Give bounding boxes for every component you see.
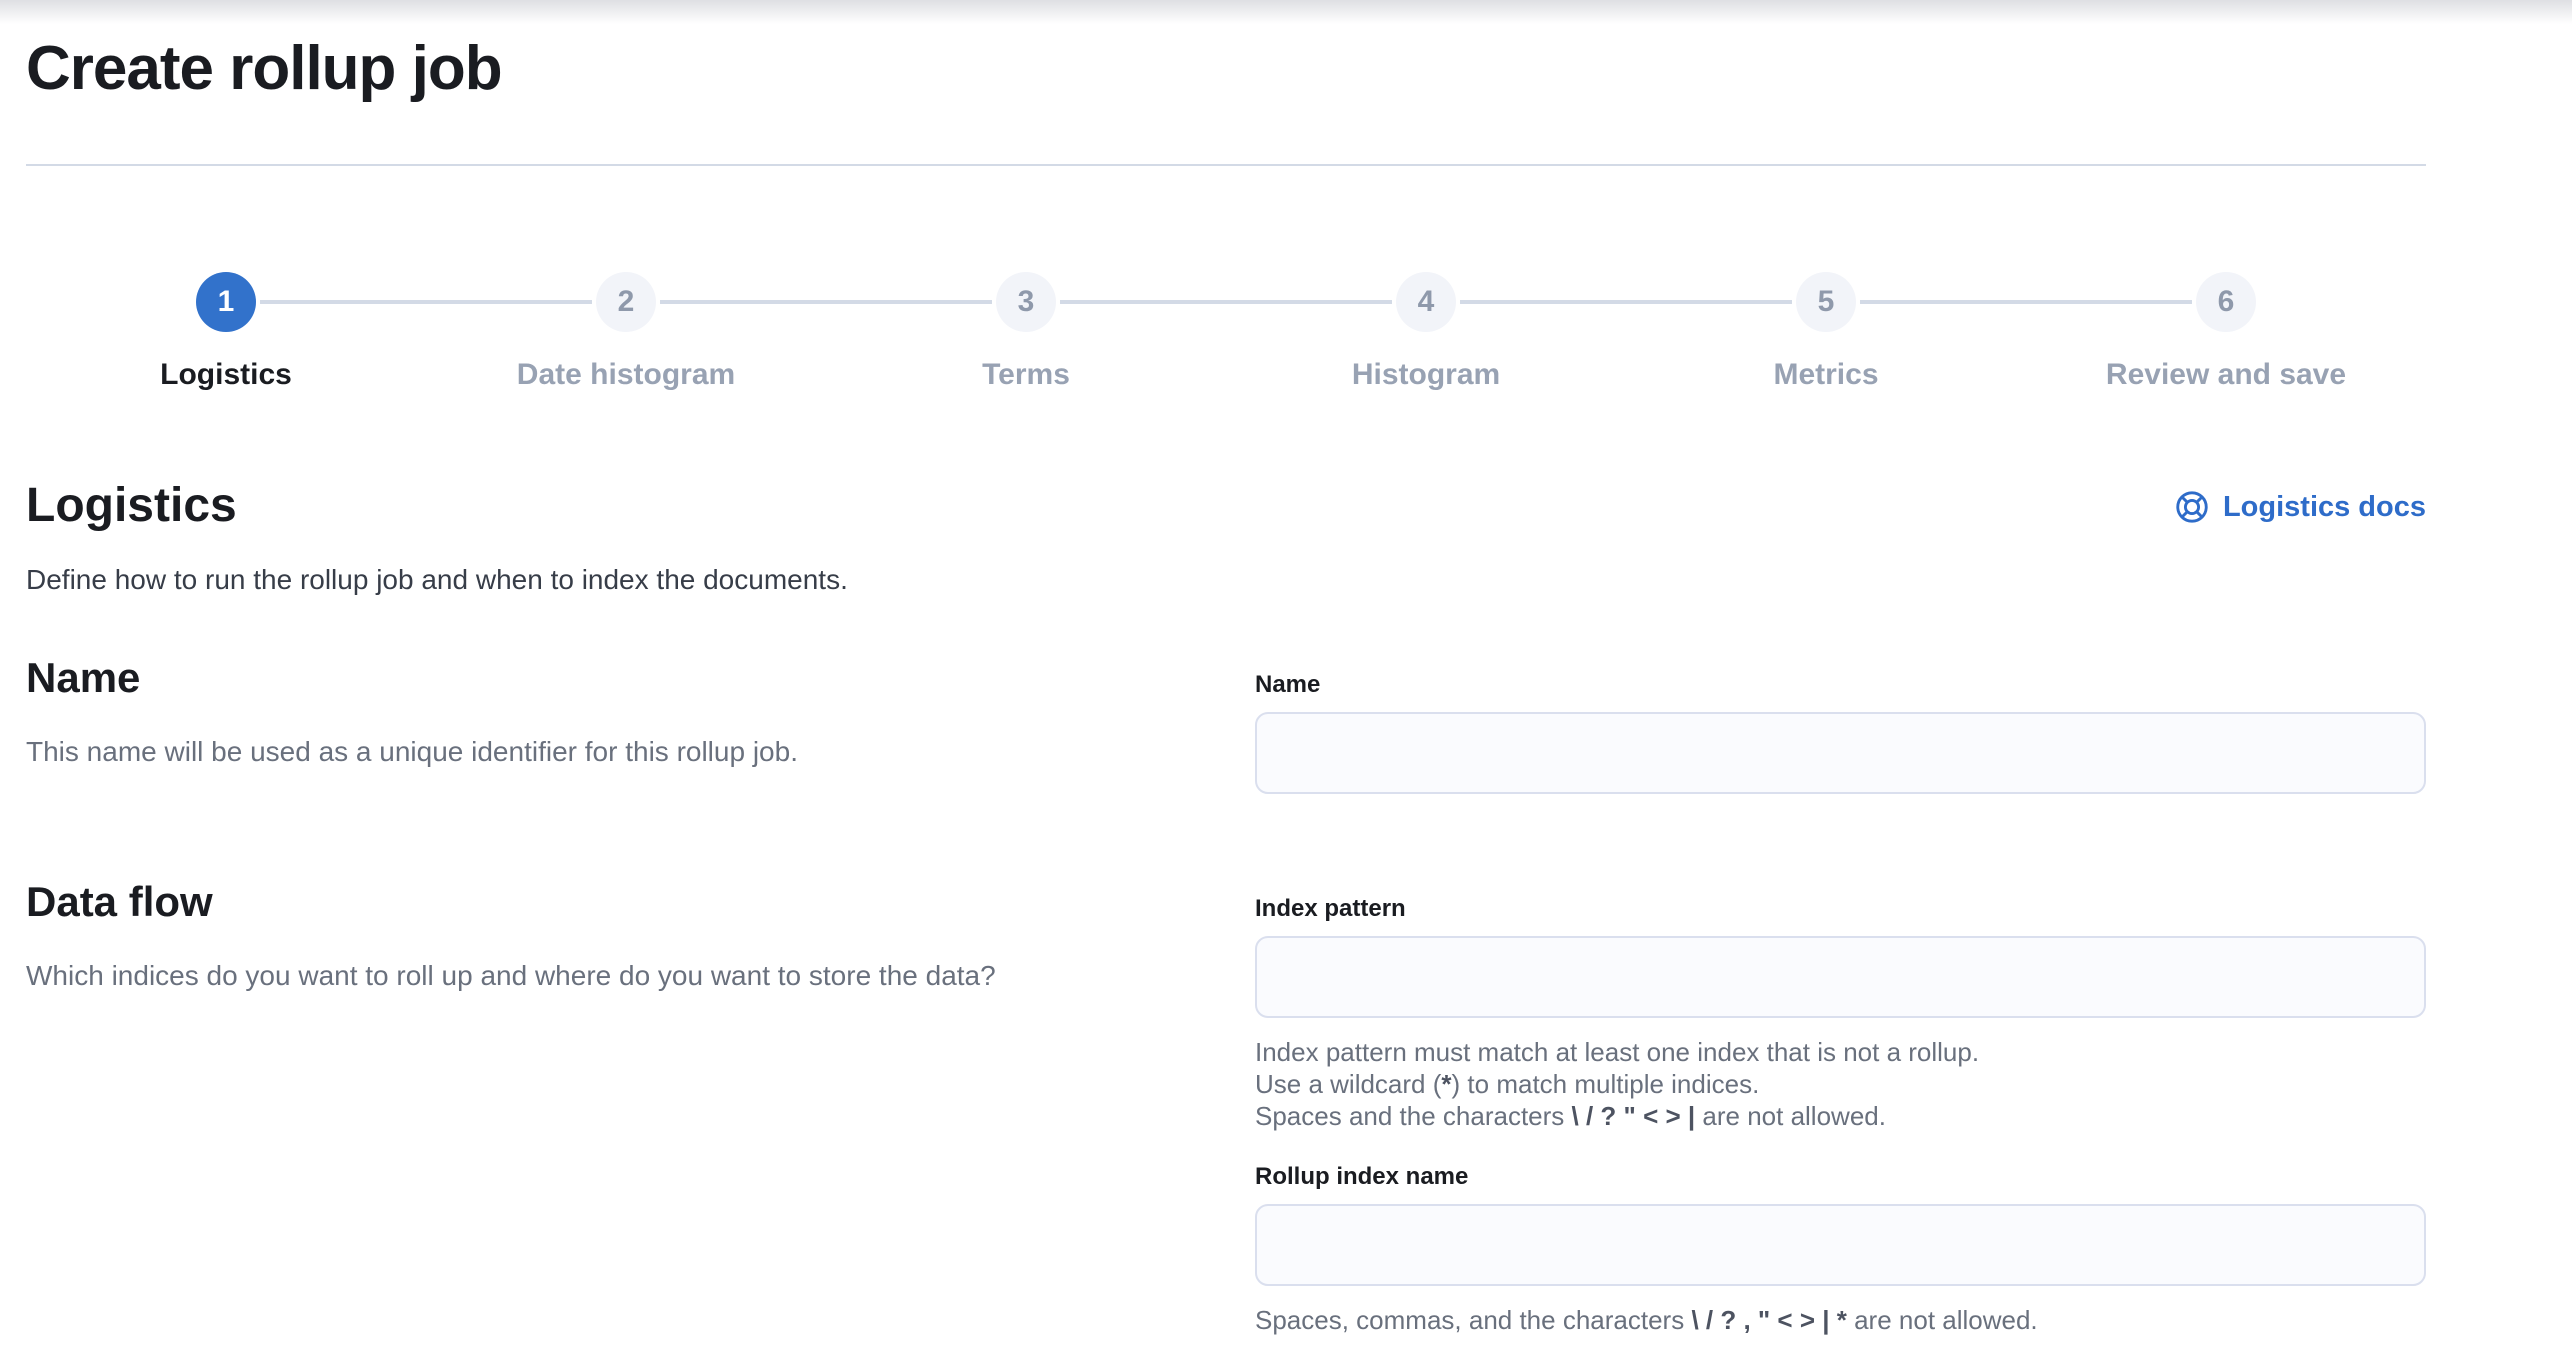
help-lifering-icon [2175, 490, 2209, 524]
help-text: Use a wildcard (*) to match multiple indices. [1255, 1069, 1760, 1099]
docs-link-label: Logistics docs [2222, 490, 2426, 523]
step-date-histogram[interactable] [426, 272, 826, 392]
step-connector-row [2026, 272, 2426, 332]
step-label: Logistics [160, 358, 292, 391]
step-terms[interactable] [826, 272, 1226, 392]
logistics-section-heading-block [26, 478, 848, 600]
step-connector-row [826, 272, 1226, 332]
index-pattern-help [1255, 1036, 2426, 1132]
logistics-section-header [26, 478, 2426, 600]
rollup-index-name-input[interactable] [1255, 1204, 2426, 1286]
section-title: Logistics [26, 479, 237, 532]
header-divider [26, 164, 2426, 166]
section-description: Define how to run the rollup job and when to index the documents. [26, 564, 848, 595]
rollup-index-name-help [1255, 1304, 2426, 1336]
data-flow-group-description-column [26, 876, 1255, 1336]
step-number-badge: 2 [596, 272, 656, 332]
step-number-badge: 4 [1396, 272, 1456, 332]
rollup-index-name-field [1255, 1162, 2426, 1336]
name-field-label: Name [1255, 671, 1321, 698]
help-text: Index pattern must match at least one index that is not a rollup. [1255, 1037, 1980, 1067]
help-text: Spaces, commas, and the characters \ / ? , " < > | * are not allowed. [1255, 1305, 2038, 1335]
name-form-group [26, 652, 2426, 794]
logistics-docs-link[interactable] [2175, 490, 2426, 524]
name-field [1255, 670, 2426, 794]
name-group-description-column [26, 652, 1255, 794]
step-number-badge: 3 [996, 272, 1056, 332]
group-description-data-flow: Which indices do you want to roll up and where do you want to store the data? [26, 960, 996, 991]
step-logistics[interactable] [26, 272, 426, 392]
step-metrics[interactable] [1626, 272, 2026, 392]
step-label: Review and save [2105, 358, 2347, 391]
step-connector-row [26, 272, 426, 332]
rollup-index-name-field-label: Rollup index name [1255, 1163, 1469, 1190]
step-number-badge: 5 [1796, 272, 1856, 332]
step-number-badge: 6 [2196, 272, 2256, 332]
step-number-badge: 1 [196, 272, 256, 332]
horizontal-step-indicator [26, 272, 2426, 392]
index-pattern-field-label: Index pattern [1255, 895, 1406, 922]
name-group-fields-column [1255, 652, 2426, 794]
help-text: Spaces and the characters \ / ? " < > | are not allowed. [1255, 1101, 1886, 1131]
data-flow-group-fields-column [1255, 876, 2426, 1336]
create-rollup-job-page [26, 0, 2426, 1336]
index-pattern-field [1255, 894, 2426, 1132]
group-title-data-flow: Data flow [26, 878, 213, 925]
group-description-name: This name will be used as a unique identifier for this rollup job. [26, 736, 798, 767]
step-label: Date histogram [516, 358, 736, 391]
index-pattern-input[interactable] [1255, 936, 2426, 1018]
step-connector-row [1626, 272, 2026, 332]
step-label: Metrics [1773, 358, 1879, 391]
name-input[interactable] [1255, 712, 2426, 794]
group-title-name: Name [26, 654, 141, 701]
page-title: Create rollup job [26, 34, 502, 103]
step-connector-row [1226, 272, 1626, 332]
data-flow-form-group [26, 876, 2426, 1336]
step-label: Terms [982, 358, 1070, 391]
step-review-and-save[interactable] [2026, 272, 2426, 392]
step-histogram[interactable] [1226, 272, 1626, 392]
step-connector-row [426, 272, 826, 332]
step-label: Histogram [1351, 358, 1501, 391]
